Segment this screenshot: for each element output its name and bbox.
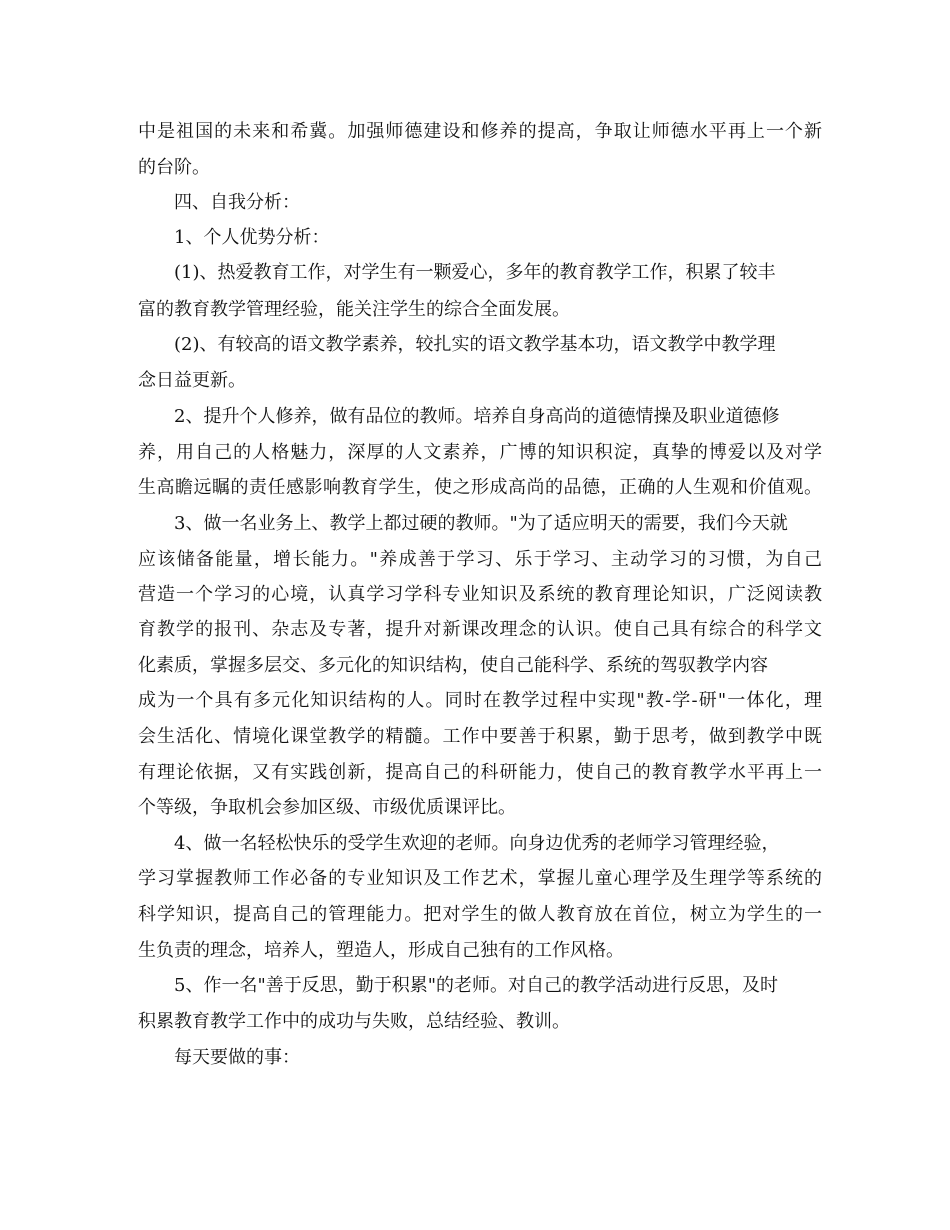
text-line: (2)、有较高的语文教学素养，较扎实的语文教学基本功，语文教学中教学理 [174, 334, 776, 355]
text-line: 念日益更新。 [138, 370, 246, 391]
text-line: 中是祖国的未来和希冀。加强师德建设和修养的提高，争取让师德水平再上一个新 [138, 121, 822, 142]
text-line: 育教学的报刊、杂志及专著，提升对新课改理念的认识。使自己具有综合的科学文 [138, 619, 822, 640]
subsection-heading: 每天要做的事： [174, 1047, 300, 1068]
text-line: 生高瞻远瞩的责任感影响教育学生，使之形成高尚的品德，正确的人生观和价值观。 [138, 477, 822, 498]
text-line: 2、提升个人修养，做有品位的教师。培养自身高尚的道德情操及职业道德修 [174, 406, 780, 427]
text-line: 积累教育教学工作中的成功与失败，总结经验、教训。 [138, 1011, 570, 1032]
text-line: 学习掌握教师工作必备的专业知识及工作艺术，掌握儿童心理学及生理学等系统的 [138, 868, 822, 889]
text-line: 成为一个具有多元化知识结构的人。同时在教学过程中实现"教-学-研"一体化，理 [138, 690, 822, 711]
text-line: 化素质，掌握多层交、多元化的知识结构，使自己能科学、系统的驾驭教学内容 [138, 655, 768, 676]
text-line: (1)、热爱教育工作，对学生有一颗爱心，多年的教育教学工作，积累了较丰 [174, 262, 776, 283]
text-line: 5、作一名"善于反思，勤于积累"的老师。对自己的教学活动进行反思，及时 [174, 975, 779, 996]
text-line: 个等级，争取机会参加区级、市级优质课评比。 [138, 797, 516, 818]
text-line: 的台阶。 [138, 157, 210, 178]
text-line: 3、做一名业务上、教学上都过硬的教师。"为了适应明天的需要，我们今天就 [174, 513, 788, 534]
text-line: 富的教育教学管理经验，能关注学生的综合全面发展。 [138, 299, 570, 320]
text-line: 营造一个学习的心境，认真学习学科专业知识及系统的教育理论知识，广泛阅读教 [138, 584, 822, 605]
subsection-heading: 1、个人优势分析： [174, 227, 330, 248]
text-line: 科学知识，提高自己的管理能力。把对学生的做人教育放在首位，树立为学生的一 [138, 904, 822, 925]
text-line: 应该储备能量，增长能力。"养成善于学习、乐于学习、主动学习的习惯，为自己 [138, 549, 822, 570]
text-line: 生负责的理念，培养人，塑造人，形成自己独有的工作风格。 [138, 940, 624, 961]
text-line: 4、做一名轻松快乐的受学生欢迎的老师。向身边优秀的老师学习管理经验， [174, 833, 780, 854]
section-heading: 四、自我分析： [174, 192, 300, 213]
text-line: 养，用自己的人格魅力，深厚的人文素养，广博的知识积淀，真挚的博爱以及对学 [138, 442, 822, 463]
text-line: 有理论依据，又有实践创新，提高自己的科研能力，使自己的教育教学水平再上一 [138, 762, 822, 783]
text-line: 会生活化、情境化课堂教学的精髓。工作中要善于积累，勤于思考，做到教学中既 [138, 726, 822, 747]
